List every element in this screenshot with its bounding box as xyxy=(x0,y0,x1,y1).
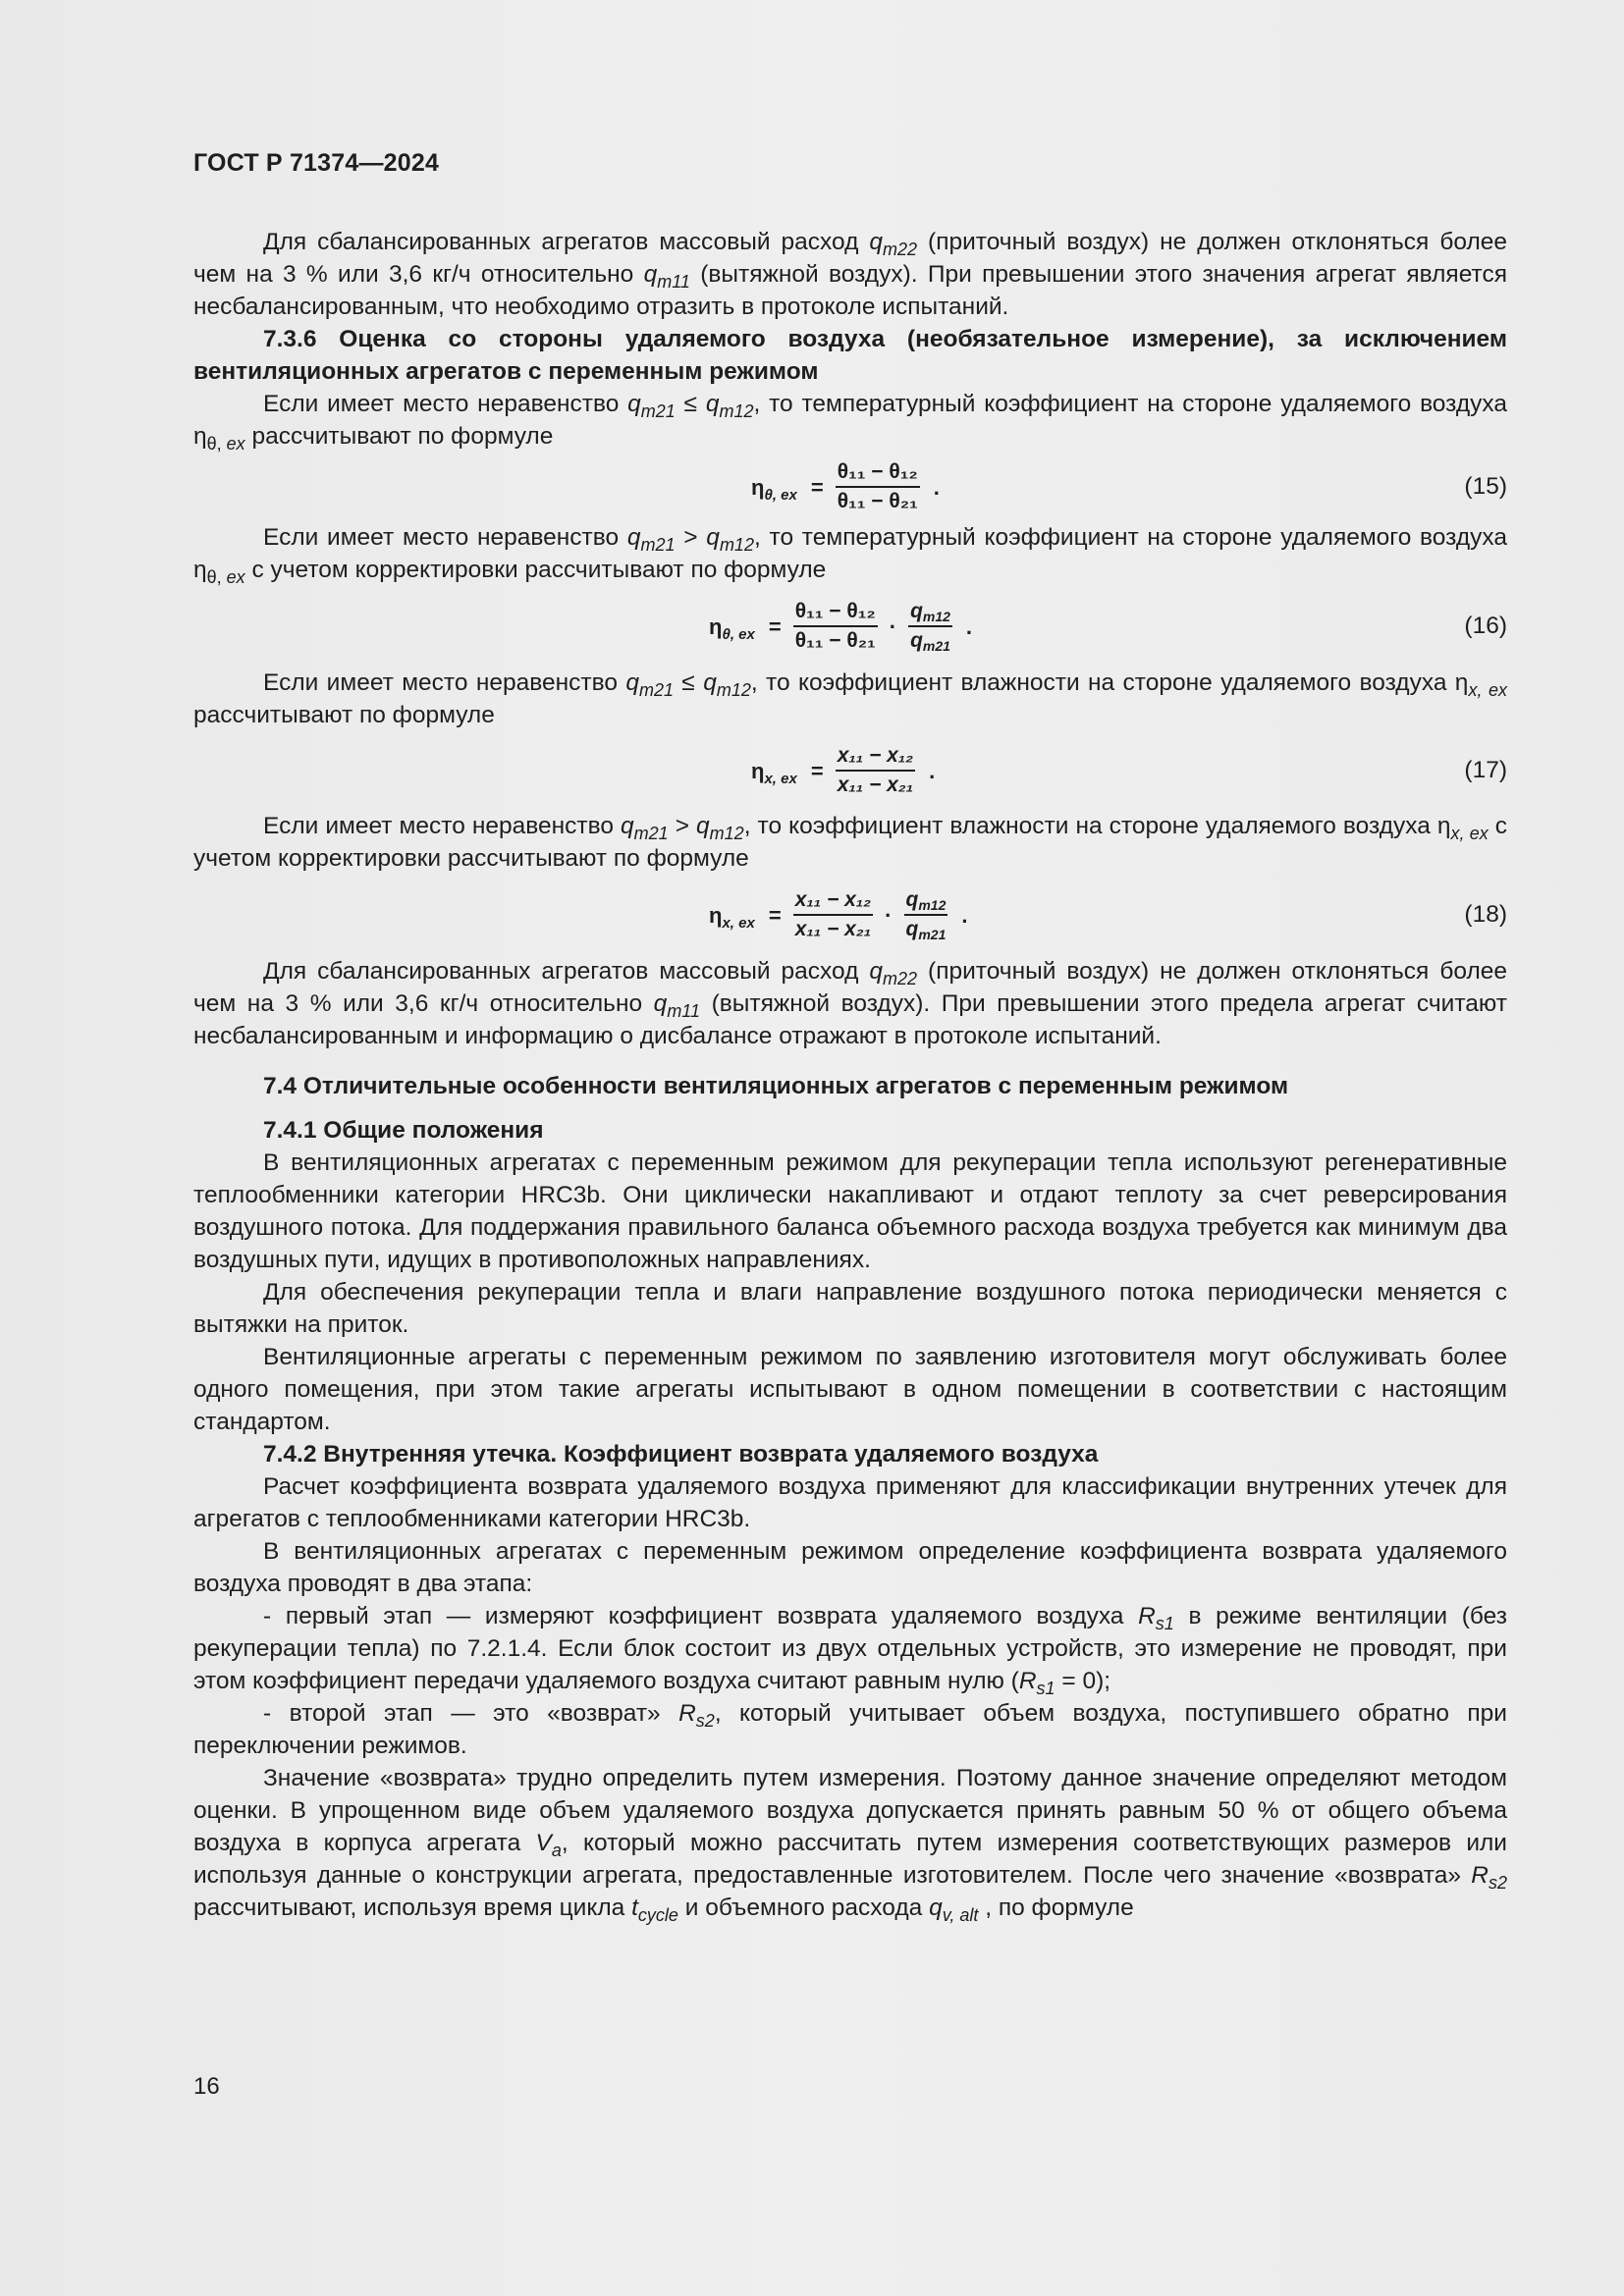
formula-16: $\eta_{\theta, ex}$ = $\frac{\text{θ₁₁ − θ₁₂}}{\text{θ₁₁ − θ₂₁}}$ · $\frac{q_{m12}}{q_{m21}}$ . (16) xyxy=(193,586,1507,667)
paragraph-balanced-supply: Для сбалансированных агрегатов массовый расход $q_{m22}$ (приточный воздух) не должен отклоняться более чем на 3 % или 3,6 кг/ч относительно $q_{m11}$ (вытяжной воздух). При превышении этого значения агрегат является несбалансированным, что необходимо отразить в протоколе испытаний. xyxy=(193,229,1507,320)
formula-number: (18) xyxy=(1464,901,1507,928)
formula-lhs: $\eta_{\theta, ex}$ xyxy=(751,474,797,504)
paragraph-balanced-limit: Для сбалансированных агрегатов массовый расход $q_{m22}$ (приточный воздух) не должен отклоняться более чем на 3 % или 3,6 кг/ч относительно $q_{m11}$ (вытяжной воздух). При превышении этого предела агрегат считают несбалансированным и информацию о дисбалансе отражают в протоколе испытаний. xyxy=(193,958,1507,1049)
paragraph-return-coef-purpose: Расчет коэффициента возврата удаляемого воздуха применяют для классификации внутренних утечек для агрегатов с теплообменниками категории HRC3b. xyxy=(193,1473,1507,1532)
list-item-stage-2: - второй этап — это «возврат» $R_{s2}$, который учитывает объем воздуха, поступившего обратно при переключении режимов. xyxy=(193,1700,1507,1759)
fraction: $\frac{\text{θ₁₁ − θ₁₂}}{\text{θ₁₁ − θ₂₁}}$ xyxy=(837,460,918,512)
paragraph-temp-coef-gt: Если имеет место неравенство $q_{m21} > q_{m12}$, то температурный коэффициент на стороне удаляемого воздуха $\eta_{\theta,}$ $_{ex}$ с учетом корректировки рассчитывают по формуле xyxy=(193,524,1507,587)
paragraph-return-estimation: Значение «возврата» трудно определить путем измерения. Поэтому данное значение определяют методом оценки. В упрощенном виде объем удаляемого воздуха допускается принять равным 50 % от общего объема воздуха в корпуса агрегата $V_a$, который можно рассчитать путем измерения соответствующих размеров или используя данные о конструкции агрегата, предоставленные изготовителем. После чего значение «возврата» $R_{s2}$ рассчитывают, используя время цикла $t_{cycle}$ и объемного расхода $q_{v, alt}$ , по формуле xyxy=(193,1765,1507,1925)
heading-7-4-2: 7.4.2 Внутренняя утечка. Коэффициент возврата удаляемого воздуха xyxy=(263,1441,1099,1468)
document-header: ГОСТ Р 71374—2024 xyxy=(193,149,440,177)
formula-17: $\eta_{x, ex}$ = $\frac{\text{x₁₁ − x₁₂}}{\text{x₁₁ − x₂₁}}$ . (17) xyxy=(193,731,1507,810)
document-body xyxy=(193,226,1507,1924)
formula-number: (17) xyxy=(1464,757,1507,783)
heading-7-4-1: 7.4.1 Общие положения xyxy=(263,1117,544,1144)
paragraph-humidity-coef-le: Если имеет место неравенство $q_{m21} \le q_{m12}$, то коэффициент влажности на стороне удаляемого воздуха $\eta_{x, ex}$ рассчитывают по формуле xyxy=(193,669,1508,728)
formula-number: (16) xyxy=(1464,613,1507,639)
formula-18: $\eta_{x, ex}$ = $\frac{\text{x₁₁ − x₁₂}}{\text{x₁₁ − x₂₁}}$ · $\frac{q_{m12}}{q_{m21}}$ . (18) xyxy=(193,875,1507,955)
paragraph-temp-coef-le: Если имеет место неравенство $q_{m21} \le q_{m12}$, то температурный коэффициент на стороне удаляемого воздуха $\eta_{\theta,}$ $_{ex}$ рассчитывают по формуле xyxy=(193,391,1508,454)
heading-7-3-6: 7.3.6 Оценка со стороны удаляемого воздуха (необязательное измерение), за исключением вентиляционных агрегатов с переменным режимом xyxy=(193,326,1507,385)
paragraph-regenerative-exchangers: В вентиляционных агрегатах с переменным режимом для рекуперации тепла используют регенеративные теплообменники категории HRC3b. Они циклически накапливают и отдают теплоту за счет реверсирования воздушного потока. Для поддержания правильного баланса объемного расхода воздуха требуется как минимум два воздушных пути, идущих в противоположных направлениях. xyxy=(193,1149,1507,1273)
paragraph-two-stages: В вентиляционных агрегатах с переменным режимом определение коэффициента возврата удаляемого воздуха проводят в два этапа: xyxy=(193,1538,1507,1597)
heading-7-4: 7.4 Отличительные особенности вентиляционных агрегатов с переменным режимом xyxy=(263,1073,1289,1099)
paragraph-humidity-coef-gt: Если имеет место неравенство $q_{m21} > q_{m12}$, то коэффициент влажности на стороне удаляемого воздуха $\eta_{x, ex}$ с учетом корректировки рассчитывают по формуле xyxy=(193,813,1508,872)
page-number: 16 xyxy=(193,2073,220,2100)
formula-number: (15) xyxy=(1464,473,1507,500)
formula-15: $\eta_{\theta, ex}$ = $\frac{\text{θ₁₁ − θ₁₂}}{\text{θ₁₁ − θ₂₁}}$ . (15) xyxy=(193,453,1507,521)
paragraph-multiple-rooms: Вентиляционные агрегаты с переменным режимом по заявлению изготовителя могут обслуживать более одного помещения, при этом такие агрегаты испытывают в одном помещении в соответствии с настоящим стандартом. xyxy=(193,1344,1507,1435)
paragraph-flow-direction: Для обеспечения рекуперации тепла и влаги направление воздушного потока периодически меняется с вытяжки на приток. xyxy=(193,1279,1507,1338)
list-item-stage-1: - первый этап — измеряют коэффициент возврата удаляемого воздуха $R_{s1}$ в режиме вентиляции (без рекуперации тепла) по 7.2.1.4. Если блок состоит из двух отдельных устройств, это измерение не проводят, при этом коэффициент передачи удаляемого воздуха считают равным нулю $(R_{s1} = 0)$; xyxy=(193,1603,1507,1698)
